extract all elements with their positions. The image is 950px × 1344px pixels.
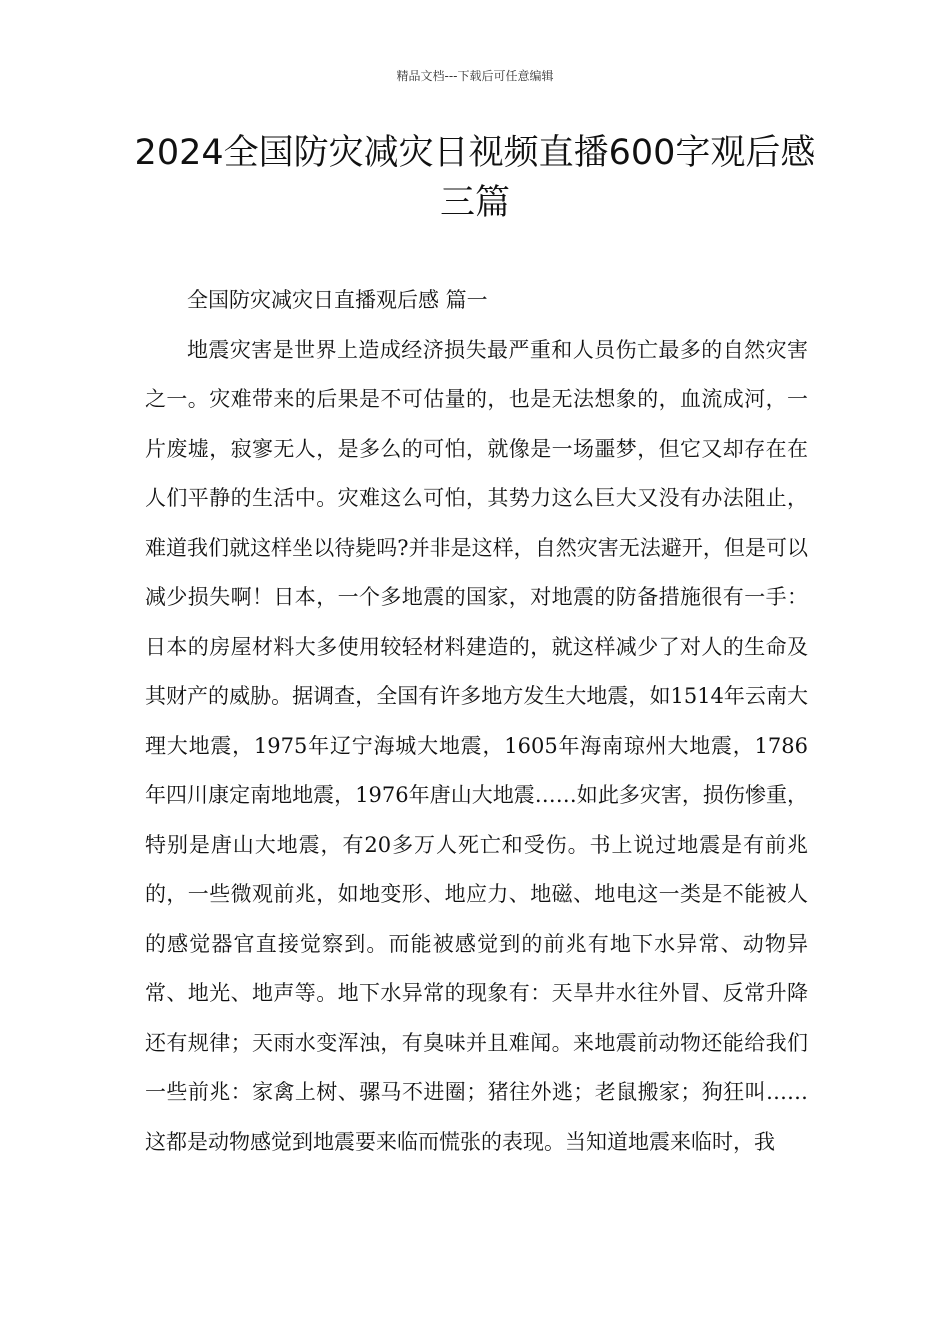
body-paragraph: 地震灾害是世界上造成经济损失最严重和人员伤亡最多的自然灾害之一。灾难带来的后果是不可估量的，也是无法想象的，血流成河，一片废墟，寂寥无人，是多么的可怕，就像是一场噩梦，但它又却存在在人们平静的生活中。灾难这么可怕，其势力这么巨大又没有办法阻止，难道我们就这样坐以待毙吗?并非是这样，自然灾害无法避开，但是可以减少损失啊！日本，一个多地震的国家，对地震的防备措施很有一手：日本的房屋材料大多使用较轻材料建造的，就这样减少了对人的生命及其财产的威胁。据调查，全国有许多地方发生大地震，如1514年云南大理大地震，1975年辽宁海城大地震，1605年海南琼州大地震，1786年四川康定南地地震，1976年唐山大地震……如此多灾害，损伤惨重，特别是唐山大地震，有20多万人死亡和受伤。书上说过地震是有前兆的，一些微观前兆，如地变形、地应力、地磁、地电这一类是不能被人的感觉器官直接觉察到。而能被感觉到的前兆有地下水异常、动物异常、地光、地声等。地下水异常的现象有：天旱井水往外冒、反常升降还有规律；天雨水变浑浊，有臭味并且难闻。来地震前动物还能给我们一些前兆：家禽上树、骡马不进圈；猪往外逃；老鼠搬家；狗狂叫……这都是动物感觉到地震要来临而慌张的表现。当知道地震来临时，我 — [145, 337, 808, 1154]
section-heading: 全国防灾减灾日直播观后感 篇一 — [187, 288, 488, 312]
header-note: 精品文档---下载后可任意编辑 — [396, 69, 554, 83]
document-title: 2024全国防灾减灾日视频直播600字观后感三篇 — [134, 133, 816, 223]
document-body — [145, 276, 808, 1167]
